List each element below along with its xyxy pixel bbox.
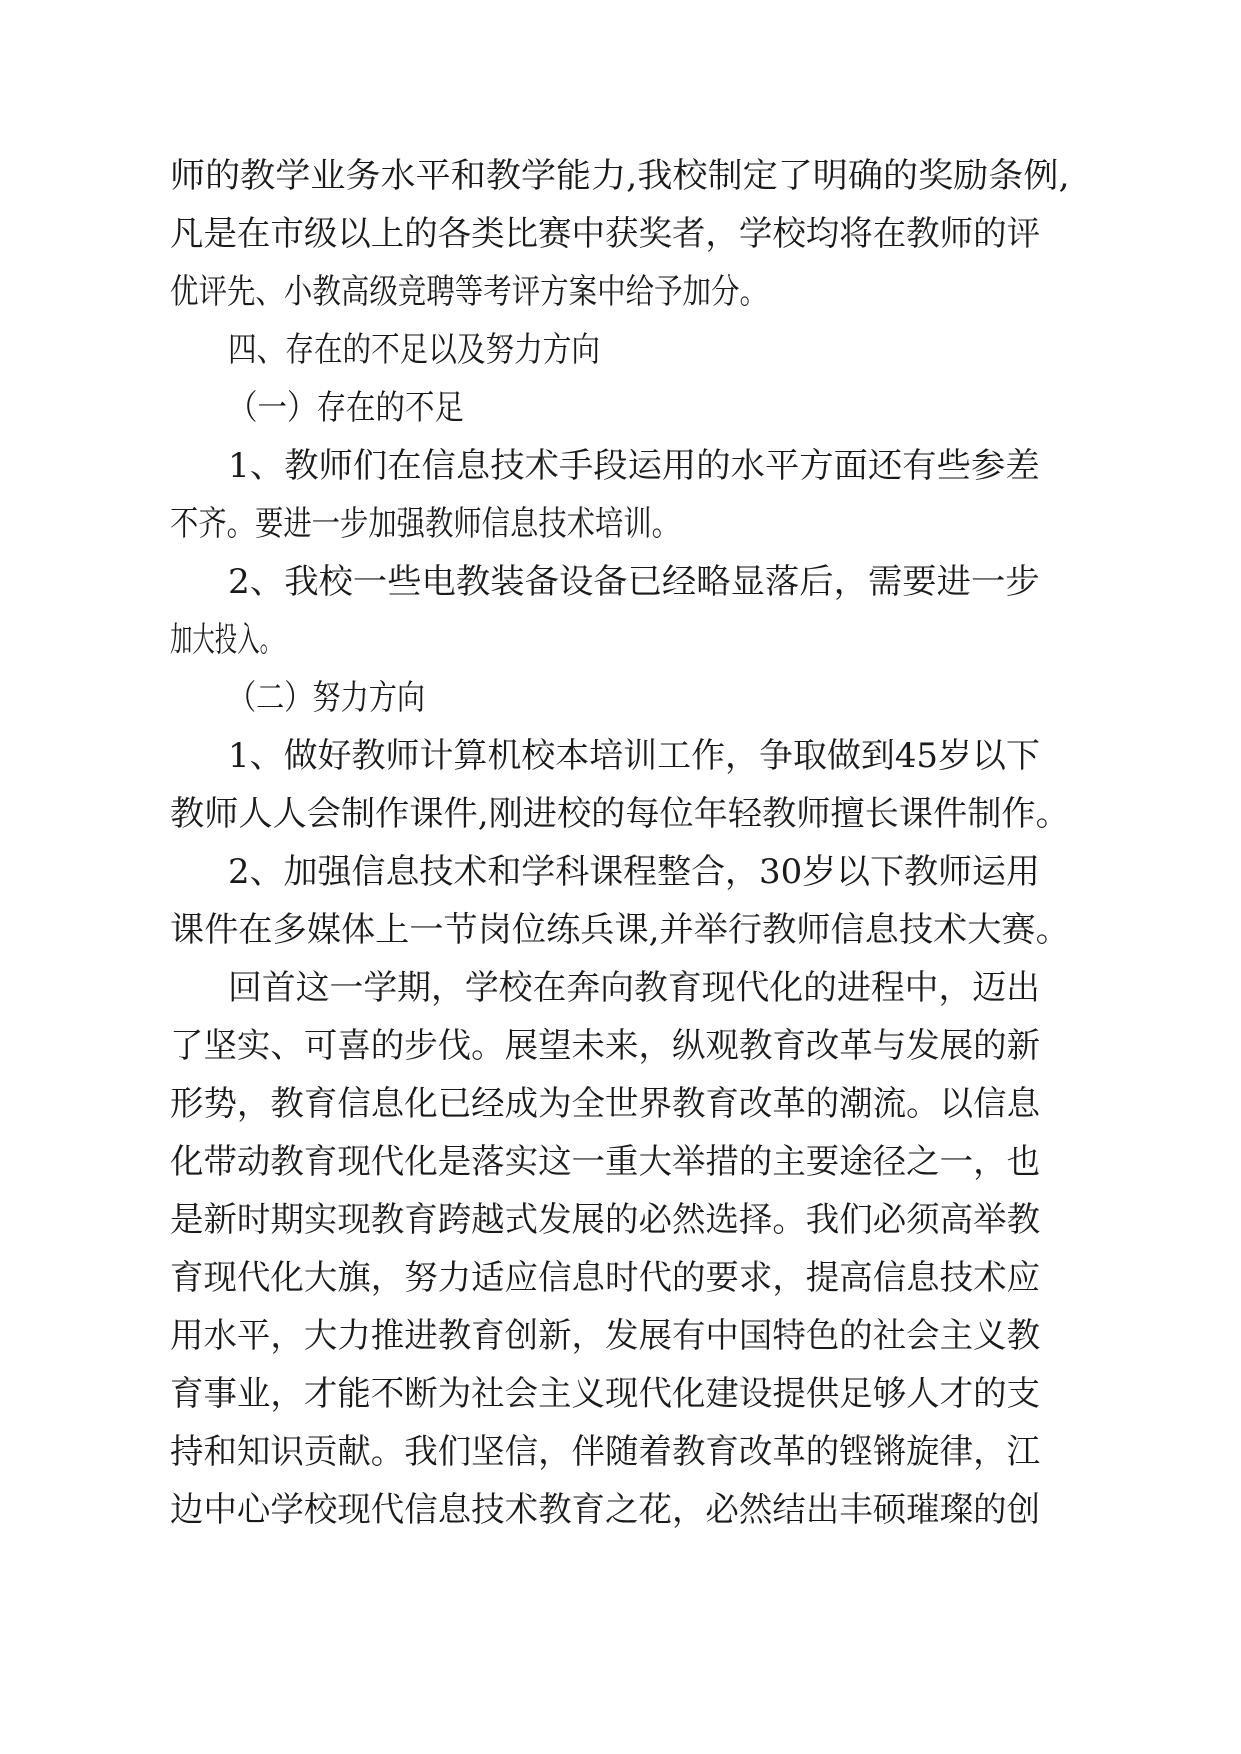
text-line: 不齐。要进一步加强教师信息技术培训。 bbox=[170, 504, 680, 544]
text-line: 化带动教育现代化是落实这一重大举措的主要途径之一，也 bbox=[170, 1142, 1041, 1182]
text-line: 了坚实、可喜的步伐。展望未来，纵观教育改革与发展的新 bbox=[170, 1026, 1041, 1066]
text-line: 师的教学业务水平和教学能力,我校制定了明确的奖励条例, bbox=[170, 156, 1070, 196]
text-line: 育事业，才能不断为社会主义现代化建设提供足够人才的支 bbox=[170, 1374, 1041, 1414]
text-line: 持和知识贡献。我们坚信，伴随着教育改革的铿锵旋律，江 bbox=[170, 1432, 1041, 1472]
text-line: 教师人人会制作课件,刚进校的每位年轻教师擅长课件制作。 bbox=[170, 794, 1070, 834]
text-line: 1、做好教师计算机校本培训工作，争取做到45岁以下 bbox=[228, 736, 1040, 776]
subsection-heading: （二）努力方向 bbox=[228, 678, 425, 718]
text-line: 育现代化大旗，努力适应信息时代的要求，提高信息技术应 bbox=[170, 1258, 1041, 1298]
text-line: 回首这一学期，学校在奔向教育现代化的进程中，迈出 bbox=[228, 968, 1041, 1008]
text-line: 1、教师们在信息技术手段运用的水平方面还有些参差 bbox=[228, 446, 1040, 486]
text-line: 2、我校一些电教装备设备已经略显落后，需要进一步 bbox=[228, 562, 1040, 602]
subsection-heading: （一）存在的不足 bbox=[228, 388, 464, 428]
text-line: 2、加强信息技术和学科课程整合，30岁以下教师运用 bbox=[228, 852, 1040, 892]
text-line: 加大投入。 bbox=[170, 620, 282, 660]
text-line: 形势，教育信息化已经成为全世界教育改革的潮流。以信息 bbox=[170, 1084, 1041, 1124]
text-line: 课件在多媒体上一节岗位练兵课,并举行教师信息技术大赛。 bbox=[170, 910, 1070, 950]
text-line: 是新时期实现教育跨越式发展的必然选择。我们必须高举教 bbox=[170, 1200, 1041, 1240]
text-line: 用水平，大力推进教育创新，发展有中国特色的社会主义教 bbox=[170, 1316, 1041, 1356]
text-line: 凡是在市级以上的各类比赛中获奖者，学校均将在教师的评 bbox=[170, 214, 1041, 254]
section-heading: 四、存在的不足以及努力方向 bbox=[228, 330, 600, 370]
text-line: 优评先、小教高级竞聘等考评方案中给予加分。 bbox=[170, 272, 768, 312]
text-line: 边中心学校现代信息技术教育之花，必然结出丰硕璀璨的创 bbox=[170, 1490, 1041, 1530]
